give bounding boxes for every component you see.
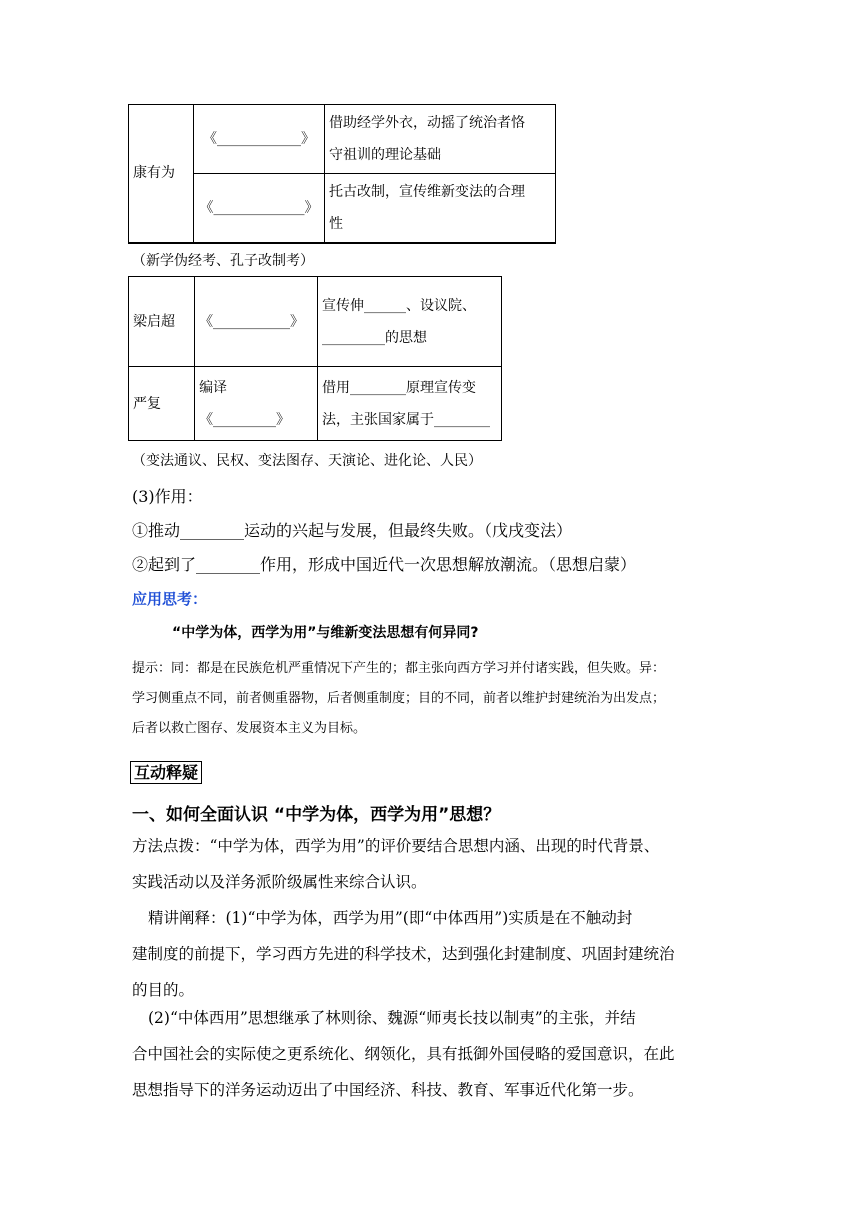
book-title-blank: 《___________》 — [199, 313, 305, 330]
liang-yan-table — [128, 276, 502, 441]
book-cell — [194, 105, 325, 174]
person-cell — [129, 105, 194, 243]
apply-heading: 应用思考： — [132, 590, 208, 608]
desc-line: _________的思想 — [322, 329, 428, 346]
effect-item-1: ①推动________运动的兴起与发展，但最终失败。（戊戌变法） — [132, 521, 573, 540]
book-cell — [195, 277, 318, 367]
desc-line: 托古改制，宣传维新变法的合理 — [329, 183, 525, 200]
question-heading: 一、如何全面认识 “中学为体，西学为用”思想？ — [132, 805, 501, 825]
book-title-blank: 《_________》 — [199, 411, 291, 428]
desc-line: 借用________原理宣传变 — [322, 379, 477, 396]
person-name: 严复 — [133, 395, 161, 412]
person-cell — [129, 367, 195, 441]
text-line: 建制度的前提下，学习西方先进的科学技术，达到强化封建制度、巩固封建统治 — [132, 945, 675, 963]
kang-youwei-table — [128, 104, 556, 244]
explanation-paragraph-1 — [132, 900, 675, 1008]
apply-question: “中学为体，西学为用”与维新变法思想有何异同? — [172, 625, 479, 641]
tip-line: 后者以救亡图存、发展资本主义为目标。 — [132, 721, 367, 736]
desc-line: 法，主张国家属于________ — [322, 411, 491, 428]
answer-note: （新学伪经考、孔子改制考） — [132, 253, 314, 269]
text-line: 合中国社会的实际使之更系统化、纲领化，具有抵御外国侵略的爱国意识，在此 — [132, 1045, 675, 1063]
effect-item-2: ②起到了________作用，形成中国近代一次思想解放潮流。（思想启蒙） — [132, 555, 637, 574]
person-name: 梁启超 — [133, 313, 175, 330]
person-name: 康有为 — [133, 165, 175, 182]
desc-cell — [318, 367, 502, 441]
book-cell — [195, 367, 318, 441]
method-paragraph — [132, 828, 659, 900]
book-title-blank: 《____________》 — [203, 131, 315, 147]
section-label: 互动释疑 — [130, 761, 202, 784]
text-line: 精讲阐释：(1)“中学为体，西学为用”(即“中体西用”)实质是在不触动封 — [148, 909, 633, 927]
desc-line: 守祖训的理论基础 — [329, 147, 441, 163]
answer-note: （变法通议、民权、变法图存、天演论、进化论、人民） — [132, 453, 482, 469]
section-title: (3)作用： — [132, 487, 203, 506]
explanation-paragraph-2 — [132, 1000, 675, 1108]
text-line: 的目的。 — [132, 981, 195, 999]
desc-line: 宣传伸______、设议院、 — [322, 297, 477, 314]
desc-cell — [318, 277, 502, 367]
text-line: 方法点拨：“中学为体，西学为用”的评价要结合思想内涵、出现的时代背景、 — [132, 837, 660, 855]
text-line: (2)“中体西用”思想继承了林则徐、魏源“师夷长技以制夷”的主张，并结 — [148, 1009, 636, 1027]
book-label: 编译 — [199, 379, 228, 396]
book-title-blank: 《_____________》 — [199, 199, 319, 216]
person-cell — [129, 277, 195, 367]
text-line: 实践活动以及洋务派阶级属性来综合认识。 — [132, 873, 427, 891]
apply-tip — [132, 654, 665, 744]
desc-cell — [325, 174, 556, 243]
desc-line: 借助经学外衣，动摇了统治者恪 — [329, 115, 525, 131]
desc-line: 性 — [329, 215, 343, 232]
text-line: 思想指导下的洋务运动迈出了中国经济、科技、教育、军事近代化第一步。 — [132, 1081, 644, 1099]
desc-cell — [325, 105, 556, 174]
tip-line: 学习侧重点不同，前者侧重器物，后者侧重制度；目的不同，前者以维护封建统治为出发点； — [132, 691, 666, 706]
book-cell — [194, 174, 325, 243]
tip-line: 提示：同：都是在民族危机严重情况下产生的；都主张向西方学习并付诸实践，但失败。异： — [132, 661, 666, 676]
section-label-box — [130, 760, 202, 783]
